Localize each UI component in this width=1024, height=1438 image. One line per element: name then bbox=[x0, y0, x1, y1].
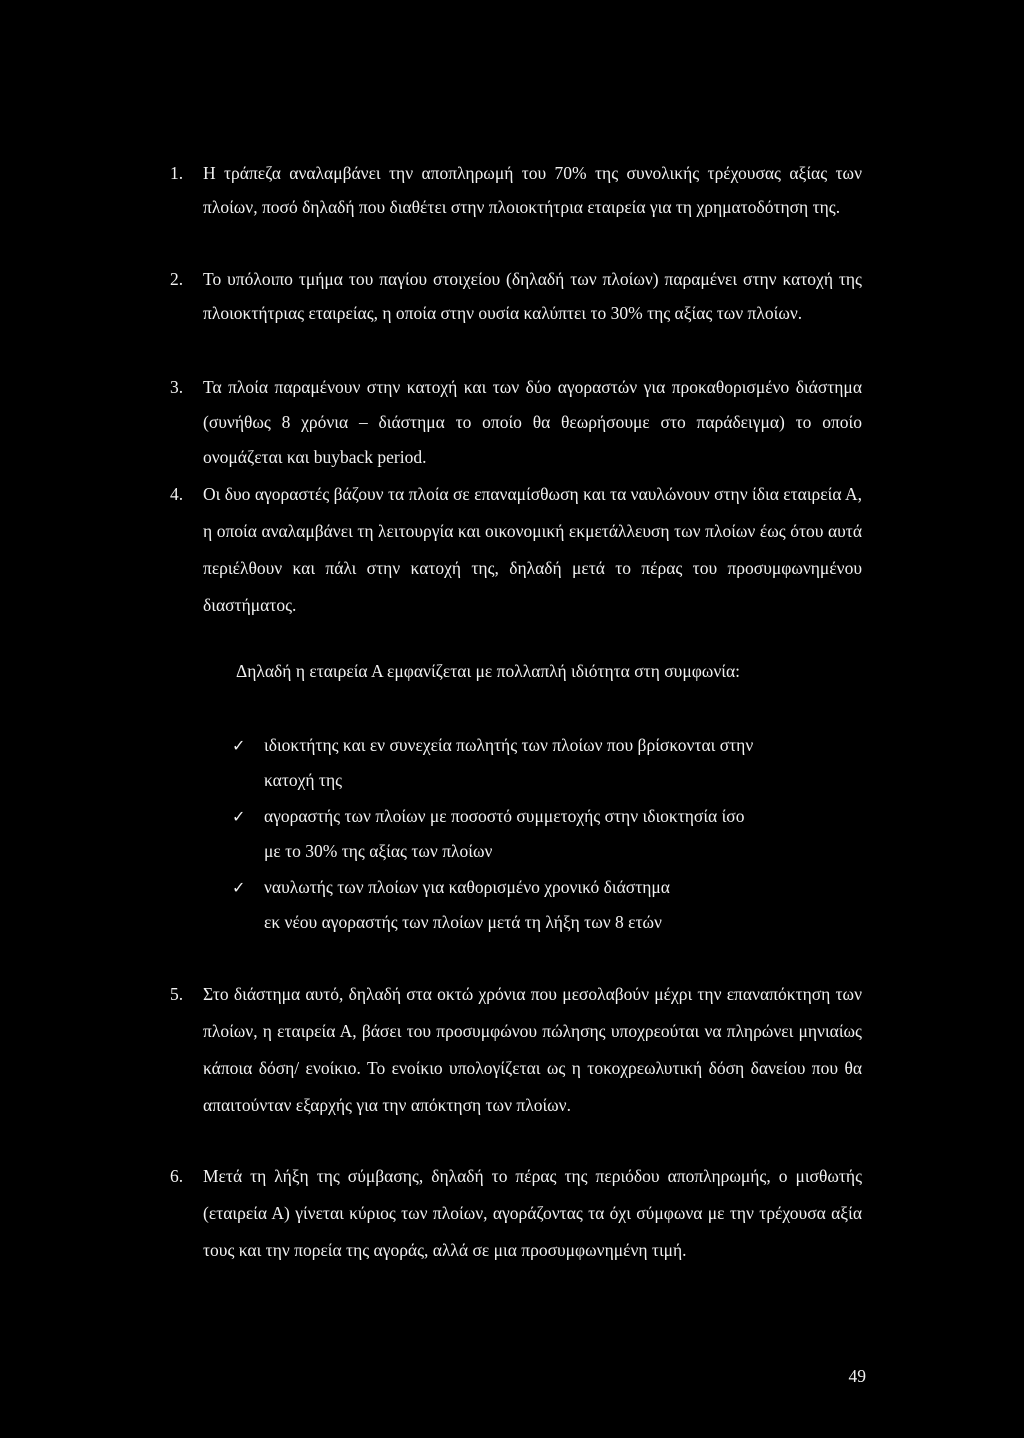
list-item bbox=[170, 370, 862, 475]
item-text: Στο διάστημα αυτό, δηλαδή στα οκτώ χρόνια που μεσολαβούν μέχρι την επαναπόκτηση των πλοίων, η εταιρεία Α, βάσει του προσυμφώνου πώλησης υποχρεούται να πληρώνει μηνιαίως κάποια δόση/ ενοίκιο. Το ενοίκιο υπολογίζεται ως η τοκοχρεωλυτική δόση δανείου που θα απαιτούνταν εξαρχής για την απόκτηση των πλοίων. bbox=[203, 984, 862, 1115]
item-text: Οι δυο αγοραστές βάζουν τα πλοία σε επαναμίσθωση και τα ναυλώνουν στην ίδια εταιρεία Α, η οποία αναλαμβάνει τη λειτουργία και οικονομική εκμετάλλευση των πλοίων έως ότου αυτά περιέλθουν και πάλι στην κατοχή της, δηλαδή μετά το πέρας του προσυμφωνημένου διαστήματος. bbox=[203, 484, 862, 615]
bullet-line: ναυλωτής των πλοίων για καθορισμένο χρονικό διάστημα bbox=[264, 877, 670, 897]
bullet-item bbox=[232, 870, 872, 940]
intro-paragraph: Δηλαδή η εταιρεία Α εμφανίζεται με πολλαπλή ιδιότητα στη συμφωνία: bbox=[236, 661, 740, 681]
bullet-line: εκ νέου αγοραστής των πλοίων μετά τη λήξη των 8 ετών bbox=[264, 912, 662, 932]
bullet-line: αγοραστής των πλοίων με ποσοστό συμμετοχής στην ιδιοκτησία ίσο bbox=[264, 806, 745, 826]
list-item bbox=[170, 156, 862, 224]
item-text: Μετά τη λήξη της σύμβασης, δηλαδή το πέρας της περιόδου αποπληρωμής, ο μισθωτής (εταιρεία Α) γίνεται κύριος των πλοίων, αγοράζοντας τα όχι σύμφωνα με την τρέχουσα αξία τους και την πορεία της αγοράς, αλλά σε μια προσυμφωνημένη τιμή. bbox=[203, 1166, 862, 1260]
item-text: Η τράπεζα αναλαμβάνει την αποπληρωμή του 70% της συνολικής τρέχουσας αξίας των πλοίων, ποσό δηλαδή που διαθέτει στην πλοιοκτήτρια εταιρεία για τη χρηματοδότηση της. bbox=[203, 163, 862, 217]
list-item bbox=[170, 976, 862, 1124]
item-number: 4. bbox=[170, 484, 184, 504]
item-number: 3. bbox=[170, 377, 184, 397]
page-number: 49 bbox=[848, 1366, 866, 1386]
item-text: Τα πλοία παραμένουν στην κατοχή και των δύο αγοραστών για προκαθορισμένο διάστημα (συνήθως 8 χρόνια – διάστημα το οποίο θα θεωρήσουμε στο παράδειγμα) το οποίο ονομάζεται και buyback period. bbox=[203, 377, 862, 467]
checkmark-icon: ✓ bbox=[232, 878, 246, 897]
bullet-item bbox=[232, 728, 872, 798]
item-number: 1. bbox=[170, 163, 184, 183]
bullet-line: κατοχή της bbox=[264, 770, 343, 790]
checkmark-icon: ✓ bbox=[232, 736, 246, 755]
checkmark-icon: ✓ bbox=[232, 807, 246, 826]
bullet-line: ιδιοκτήτης και εν συνεχεία πωλητής των πλοίων που βρίσκονται στην bbox=[264, 735, 754, 755]
item-number: 5. bbox=[170, 984, 184, 1004]
list-item bbox=[170, 476, 862, 624]
bullet-item bbox=[232, 799, 872, 869]
bullet-line: με το 30% της αξίας των πλοίων bbox=[264, 841, 493, 861]
item-number: 6. bbox=[170, 1166, 184, 1186]
list-item bbox=[170, 1158, 862, 1269]
list-item bbox=[170, 262, 862, 330]
item-number: 2. bbox=[170, 269, 184, 289]
item-text: Το υπόλοιπο τμήμα του παγίου στοιχείου (δηλαδή των πλοίων) παραμένει στην κατοχή της πλοιοκτήτριας εταιρείας, η οποία στην ουσία καλύπτει το 30% της αξίας των πλοίων. bbox=[203, 269, 862, 323]
